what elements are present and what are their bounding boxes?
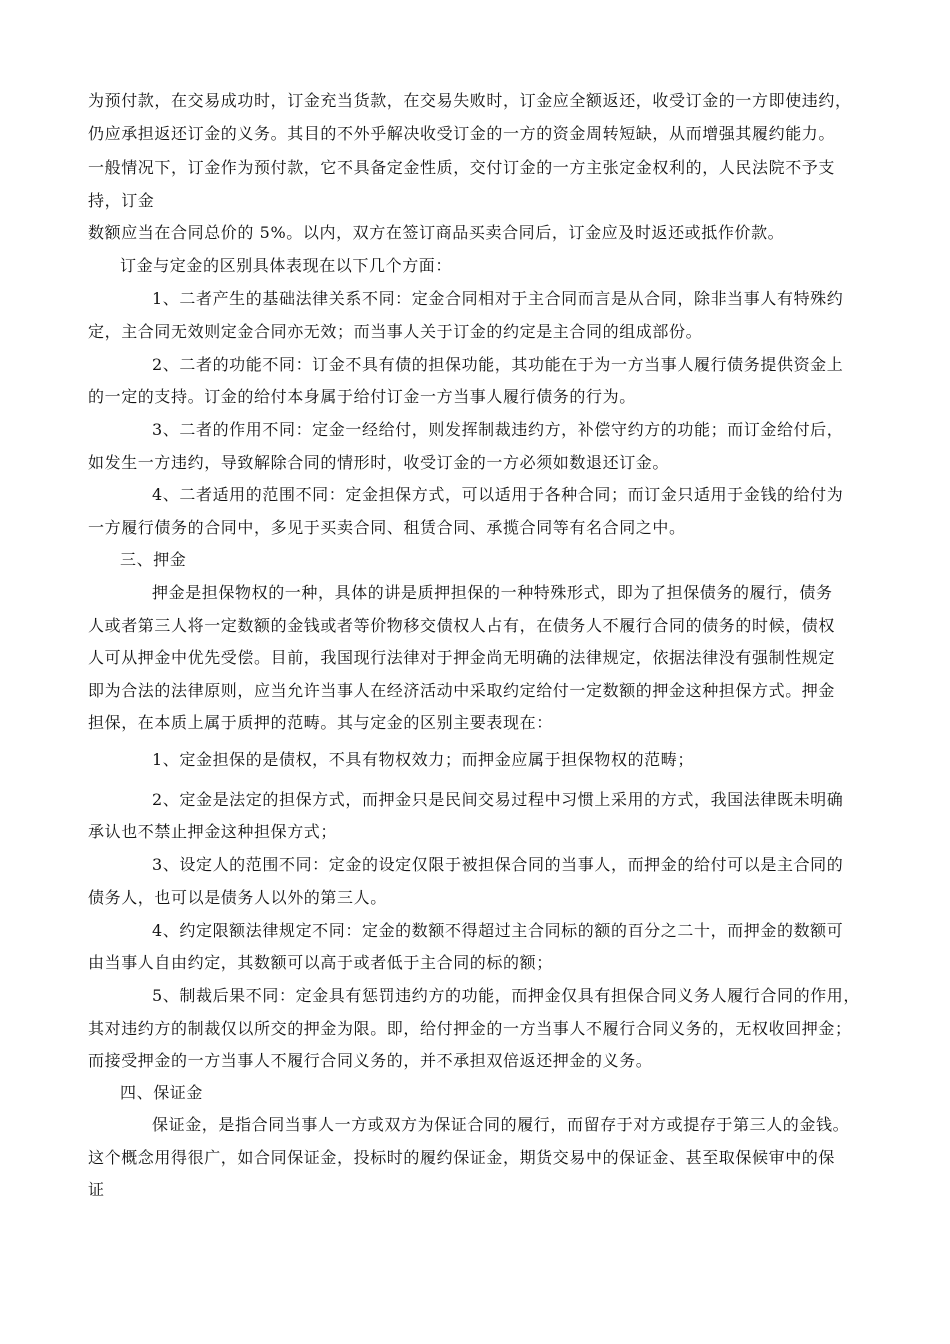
text-line: 的一定的支持。订金的给付本身属于给付订金一方当事人履行债务的行为。	[88, 387, 636, 406]
text-line: 其对违约方的制裁仅以所交的押金为限。即，给付押金的一方当事人不履行合同义务的，无权收回押金；	[88, 1019, 852, 1038]
text-line: 人可从押金中优先受偿。目前，我国现行法律对于押金尚无明确的法律规定，依据法律没有强制性规定	[88, 648, 836, 667]
text-line: 数额应当在合同总价的 5%。以内，双方在签订商品买卖合同后，订金应及时返还或抵作价款。	[88, 223, 785, 242]
list-item: 2、定金是法定的担保方式，而押金只是民间交易过程中习惯上采用的方式，我国法律既未明确	[152, 790, 844, 809]
section-heading: 四、保证金	[120, 1083, 204, 1102]
list-item: 5、制裁后果不同：定金具有惩罚违约方的功能，而押金仅具有担保合同义务人履行合同的作用，	[152, 986, 860, 1005]
text-line: 为预付款，在交易成功时，订金充当货款，在交易失败时，订金应全额返还，收受订金的一方即使违约，	[88, 91, 852, 110]
list-item: 3、二者的作用不同：定金一经给付，则发挥制裁违约方，补偿守约方的功能；而订金给付后，	[152, 420, 844, 439]
text-line: 定，主合同无效则定金合同亦无效；而当事人关于订金的约定是主合同的组成部份。	[88, 322, 703, 341]
section-intro: 订金与定金的区别具体表现在以下几个方面：	[120, 256, 453, 275]
text-line: 而接受押金的一方当事人不履行合同义务的，并不承担双倍返还押金的义务。	[88, 1051, 653, 1070]
list-item: 2、二者的功能不同：订金不具有债的担保功能，其功能在于为一方当事人履行债务提供资金上	[152, 355, 844, 374]
paragraph-start: 押金是担保物权的一种，具体的讲是质押担保的一种特殊形式，即为了担保债务的履行，债务	[152, 583, 833, 602]
text-line: 持，订金	[88, 191, 155, 210]
list-item: 1、定金担保的是债权，不具有物权效力；而押金应属于担保物权的范畴；	[152, 750, 694, 769]
text-line: 即为合法的法律原则，应当允许当事人在经济活动中采取约定给付一定数额的押金这种担保方式。押金	[88, 681, 836, 700]
list-item: 4、约定限额法律规定不同：定金的数额不得超过主合同标的额的百分之二十，而押金的数额可	[152, 921, 844, 940]
text-line: 由当事人自由约定，其数额可以高于或者低于主合同的标的额；	[88, 953, 553, 972]
text-line: 证	[88, 1180, 105, 1199]
text-line: 这个概念用得很广，如合同保证金，投标时的履约保证金，期货交易中的保证金、甚至取保候审中的保	[88, 1148, 836, 1167]
section-heading: 三、押金	[120, 550, 187, 569]
text-line: 仍应承担返还订金的义务。其目的不外乎解决收受订金的一方的资金周转短缺，从而增强其履约能力。	[88, 124, 836, 143]
text-line: 承认也不禁止押金这种担保方式；	[88, 822, 338, 841]
list-item: 3、设定人的范围不同：定金的设定仅限于被担保合同的当事人，而押金的给付可以是主合同的	[152, 855, 844, 874]
text-line: 一般情况下，订金作为预付款，它不具备定金性质，交付订金的一方主张定金权利的，人民法院不予支	[88, 158, 836, 177]
text-line: 一方履行债务的合同中，多见于买卖合同、租赁合同、承揽合同等有名合同之中。	[88, 518, 686, 537]
list-item: 4、二者适用的范围不同：定金担保方式，可以适用于各种合同；而订金只适用于金钱的给付为	[152, 485, 844, 504]
text-line: 担保，在本质上属于质押的范畴。其与定金的区别主要表现在：	[88, 713, 553, 732]
list-item: 1、二者产生的基础法律关系不同：定金合同相对于主合同而言是从合同，除非当事人有特殊约	[152, 289, 844, 308]
text-line: 人或者第三人将一定数额的金钱或者等价物移交债权人占有，在债务人不履行合同的债务的时候，债权	[88, 616, 836, 635]
text-line: 债务人，也可以是债务人以外的第三人。	[88, 888, 387, 907]
text-line: 如发生一方违约，导致解除合同的情形时，收受订金的一方必须如数退还订金。	[88, 453, 670, 472]
paragraph-start: 保证金，是指合同当事人一方或双方为保证合同的履行，而留存于对方或提存于第三人的金钱。	[152, 1115, 850, 1134]
